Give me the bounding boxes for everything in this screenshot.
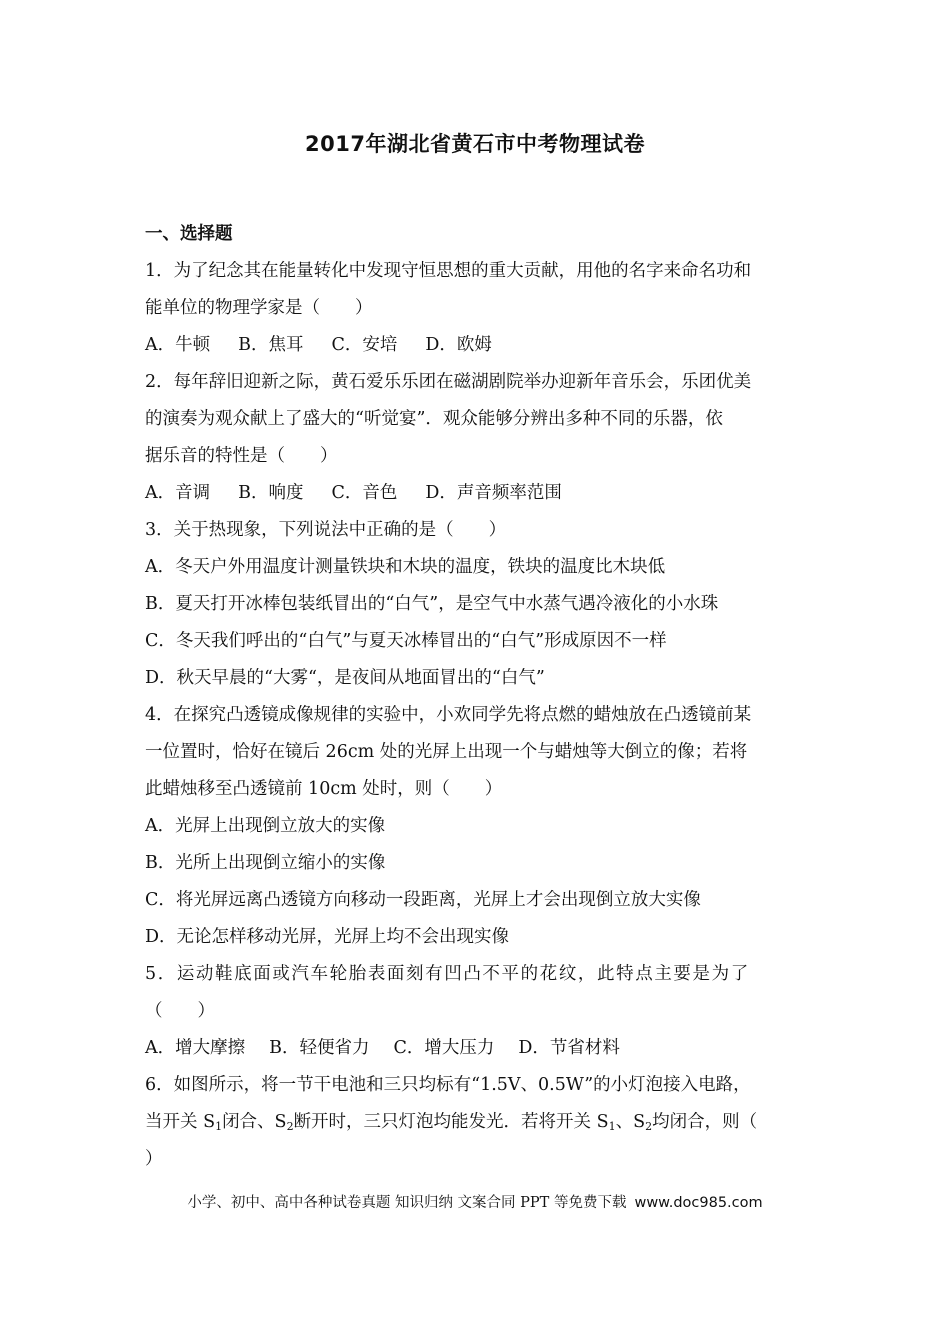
question-1-option-d: D．欧姆 [425, 335, 492, 355]
question-4-option-c: C．将光屏远离凸透镜方向移动一段距离，光屏上才会出现倒立放大实像 [145, 890, 701, 910]
subscript: 1 [608, 1120, 616, 1133]
question-6-line-3: ） [145, 1149, 163, 1169]
page-footer [0, 1191, 950, 1212]
question-4-line-2: 一位置时，恰好在镜后 26cm 处的光屏上出现一个与蜡烛等大倒立的像；若将 [145, 742, 748, 762]
section-heading: 一、选择题 [145, 224, 233, 244]
question-2-line-1: 2．每年辞旧迎新之际，黄石爱乐乐团在磁湖剧院举办迎新年音乐会，乐团优美 [145, 372, 752, 392]
question-3-line-1: 3．关于热现象，下列说法中正确的是（ ） [145, 520, 507, 540]
question-3-option-c: C．冬天我们呼出的“白气”与夏天冰棒冒出的“白气”形成原因不一样 [145, 631, 667, 651]
question-6-line-2 [145, 1104, 810, 1141]
question-6-text-segment: 断开时，三只灯泡均能发光．若将开关 S [293, 1112, 609, 1132]
question-1-option-c: C．安培 [331, 335, 398, 355]
question-4-option-d: D．无论怎样移动光屏，光屏上均不会出现实像 [145, 927, 510, 947]
question-4-line-3: 此蜡烛移至凸透镜前 10cm 处时，则（ ） [145, 779, 503, 799]
footer-text: 小学、初中、高中各种试卷真题 知识归纳 文案合同 PPT 等免费下载 [187, 1195, 627, 1211]
question-4-option-b: B．光所上出现倒立缩小的实像 [145, 853, 386, 873]
question-2-options [145, 475, 810, 512]
question-6-text-segment: 当开关 S [145, 1112, 216, 1132]
question-1-option-a: A．牛顿 [145, 335, 211, 355]
question-2-option-d: D．声音频率范围 [425, 483, 562, 503]
question-5-option-a: A．增大摩擦 [145, 1038, 246, 1058]
question-6-text-segment: 、S [615, 1112, 646, 1132]
question-2-line-3: 据乐音的特性是（ ） [145, 446, 338, 466]
question-5-options [145, 1030, 810, 1067]
question-6-text-segment: 闭合、S [222, 1112, 287, 1132]
question-6-text-segment: 均闭合，则（ [652, 1112, 758, 1132]
question-5-option-b: B．轻便省力 [269, 1038, 370, 1058]
question-1-options [145, 327, 810, 364]
question-2-option-c: C．音色 [331, 483, 398, 503]
question-2-line-2: 的演奏为观众献上了盛大的“听觉宴”．观众能够分辨出多种不同的乐器，依 [145, 409, 723, 429]
question-6-line-1: 6．如图所示，将一节干电池和三只均标有“1.5V、0.5W”的小灯泡接入电路， [145, 1075, 751, 1095]
question-5-line-2: （ ） [145, 1001, 215, 1021]
footer-url[interactable]: www.doc985.com [634, 1195, 763, 1211]
question-4-line-1: 4．在探究凸透镜成像规律的实验中，小欢同学先将点燃的蜡烛放在凸透镜前某 [145, 705, 752, 725]
subscript: 2 [286, 1120, 294, 1133]
page-title: 2017年湖北省黄石市中考物理试卷 [305, 132, 645, 156]
exam-content [145, 216, 810, 1178]
question-2-option-a: A．音调 [145, 483, 211, 503]
question-3-option-d: D．秋天早晨的“大雾“，是夜间从地面冒出的“白气” [145, 668, 545, 688]
question-1-line-2: 能单位的物理学家是（ ） [145, 298, 373, 318]
question-5-option-c: C．增大压力 [393, 1038, 495, 1058]
question-2-option-b: B．响度 [238, 483, 304, 503]
question-3-option-b: B．夏天打开冰棒包装纸冒出的“白气”，是空气中水蒸气遇冷液化的小水珠 [145, 594, 719, 614]
question-1-option-b: B．焦耳 [238, 335, 304, 355]
question-3-option-a: A．冬天户外用温度计测量铁块和木块的温度，铁块的温度比木块低 [145, 557, 666, 577]
subscript: 1 [215, 1120, 223, 1133]
question-4-option-a: A．光屏上出现倒立放大的实像 [145, 816, 386, 836]
question-1-line-1: 1．为了纪念其在能量转化中发现守恒思想的重大贡献，用他的名字来命名功和 [145, 261, 752, 281]
question-5-line-1: 5．运动鞋底面或汽车轮胎表面刻有凹凸不平的花纹，此特点主要是为了 [145, 964, 750, 984]
subscript: 2 [645, 1120, 653, 1133]
question-5-option-d: D．节省材料 [518, 1038, 620, 1058]
